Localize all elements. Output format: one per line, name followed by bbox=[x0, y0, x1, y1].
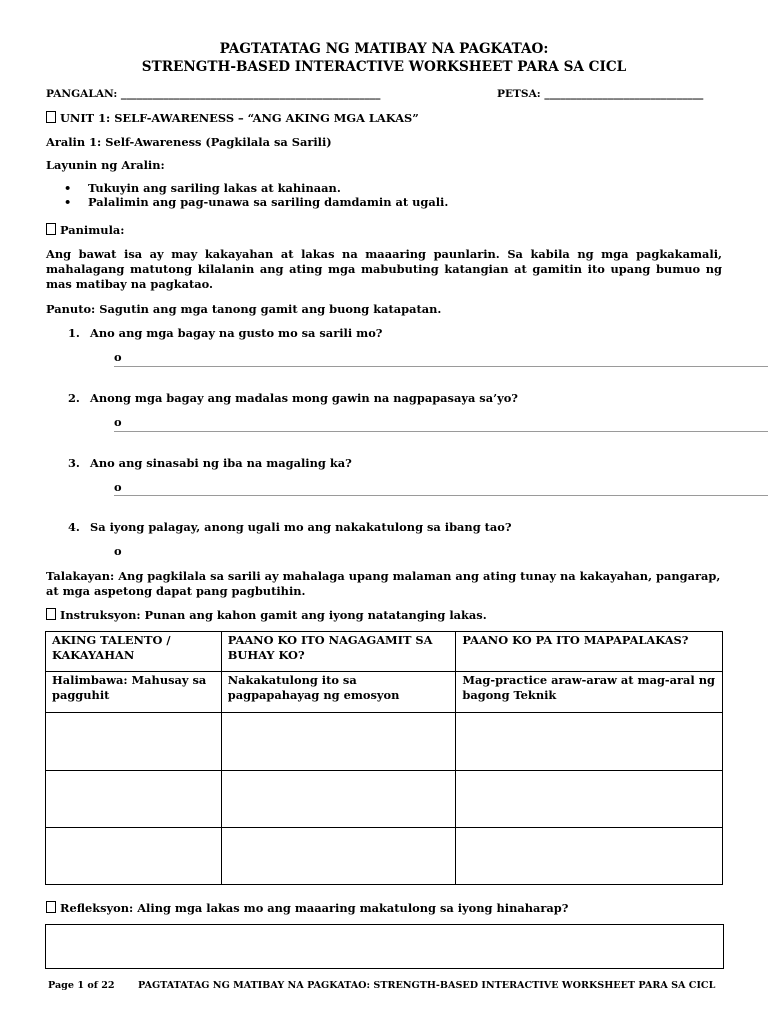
table-cell-empty[interactable] bbox=[46, 713, 222, 771]
table-header-cell: PAANO KO ITO NAGAGAMIT SA BUHAY KO? bbox=[221, 632, 456, 672]
table-cell-empty[interactable] bbox=[221, 828, 456, 885]
table-cell-empty[interactable] bbox=[456, 713, 723, 771]
name-field[interactable]: PANGALAN: _________________________________________________ bbox=[46, 88, 381, 100]
table-row bbox=[46, 771, 723, 828]
unit-heading: UNIT 1: SELF-AWARENESS – “ANG AKING MGA LAKAS” bbox=[46, 111, 419, 125]
missing-glyph-icon bbox=[46, 111, 56, 123]
table-cell-empty[interactable] bbox=[221, 713, 456, 771]
table-row bbox=[46, 828, 723, 885]
missing-glyph-icon bbox=[46, 901, 56, 913]
table-cell-empty[interactable] bbox=[46, 771, 222, 828]
question-3: 3. Ano ang sinasabi ng iba na magaling ka? bbox=[68, 456, 352, 470]
table-cell-empty[interactable] bbox=[456, 828, 723, 885]
discussion-paragraph: Talakayan: Ang pagkilala sa sarili ay mahalaga upang malaman ang ating tunay na kakayahan, pangarap, at mga aspetong dapat pang pagbutihin. bbox=[46, 569, 721, 598]
table-cell-empty[interactable] bbox=[456, 771, 723, 828]
intro-paragraph: Ang bawat isa ay may kakayahan at lakas na maaaring paunlarin. Sa kabila ng mga pagkakamali, mahalagang matutong kilalanin ang ating mga mabubuting katangian at gamitin ito upang bumuo ng mas matibay na pagkatao. bbox=[46, 247, 722, 291]
page-number: Page 1 of 22 bbox=[48, 980, 115, 991]
reflection-answer-box[interactable] bbox=[45, 924, 724, 969]
table-header-cell: PAANO KO PA ITO MAPAPALAKAS? bbox=[456, 632, 723, 672]
lesson-title: Aralin 1: Self-Awareness (Pagkilala sa Sarili) bbox=[46, 135, 332, 149]
reflection-prompt: Refleksyon: Aling mga lakas mo ang maaaring makatulong sa iyong hinaharap? bbox=[46, 901, 568, 915]
answer-bullet: o bbox=[114, 480, 122, 494]
objective-item: • Palalimin ang pag-unawa sa sariling damdamin at ugali. bbox=[64, 195, 449, 209]
intro-heading: Panimula: bbox=[46, 223, 125, 237]
objectives-label: Layunin ng Aralin: bbox=[46, 158, 165, 172]
question-2: 2. Anong mga bagay ang madalas mong gawin na nagpapasaya sa’yo? bbox=[68, 391, 518, 405]
page-title-line-2: STRENGTH-BASED INTERACTIVE WORKSHEET PARA SA CICL bbox=[141, 59, 627, 75]
table-cell-empty[interactable] bbox=[46, 828, 222, 885]
table-cell: Halimbawa: Mahusay sa pagguhit bbox=[46, 672, 222, 713]
date-field[interactable]: PETSA: ______________________________ bbox=[497, 88, 704, 100]
objective-item: • Tukuyin ang sariling lakas at kahinaan. bbox=[64, 181, 341, 195]
answer-bullet: o bbox=[114, 415, 122, 429]
running-footer-title: PAGTATATAG NG MATIBAY NA PAGKATAO: STRENGTH-BASED INTERACTIVE WORKSHEET PARA SA CICL bbox=[138, 980, 716, 991]
strengths-table bbox=[45, 631, 723, 885]
answer-line-2[interactable] bbox=[114, 431, 768, 432]
table-header-row bbox=[46, 632, 723, 672]
table-cell-empty[interactable] bbox=[221, 771, 456, 828]
answer-line-3[interactable] bbox=[114, 495, 768, 496]
table-instruction: Instruksyon: Punan ang kahon gamit ang iyong natatanging lakas. bbox=[46, 608, 487, 622]
table-example-row bbox=[46, 672, 723, 713]
table-header-cell: AKING TALENTO / KAKAYAHAN bbox=[46, 632, 222, 672]
question-4: 4. Sa iyong palagay, anong ugali mo ang nakakatulong sa ibang tao? bbox=[68, 520, 512, 534]
answer-bullet: o bbox=[114, 350, 122, 364]
page-title-line-1: PAGTATATAG NG MATIBAY NA PAGKATAO: bbox=[219, 41, 549, 57]
table-row bbox=[46, 713, 723, 771]
question-1: 1. Ano ang mga bagay na gusto mo sa sarili mo? bbox=[68, 326, 383, 340]
table-cell: Nakakatulong ito sa pagpapahayag ng emosyon bbox=[221, 672, 456, 713]
answer-line-1[interactable] bbox=[114, 366, 768, 367]
instructions: Panuto: Sagutin ang mga tanong gamit ang buong katapatan. bbox=[46, 302, 442, 316]
table-cell: Mag-practice araw-araw at mag-aral ng bagong Teknik bbox=[456, 672, 723, 713]
answer-bullet: o bbox=[114, 544, 122, 558]
missing-glyph-icon bbox=[46, 608, 56, 620]
missing-glyph-icon bbox=[46, 223, 56, 235]
